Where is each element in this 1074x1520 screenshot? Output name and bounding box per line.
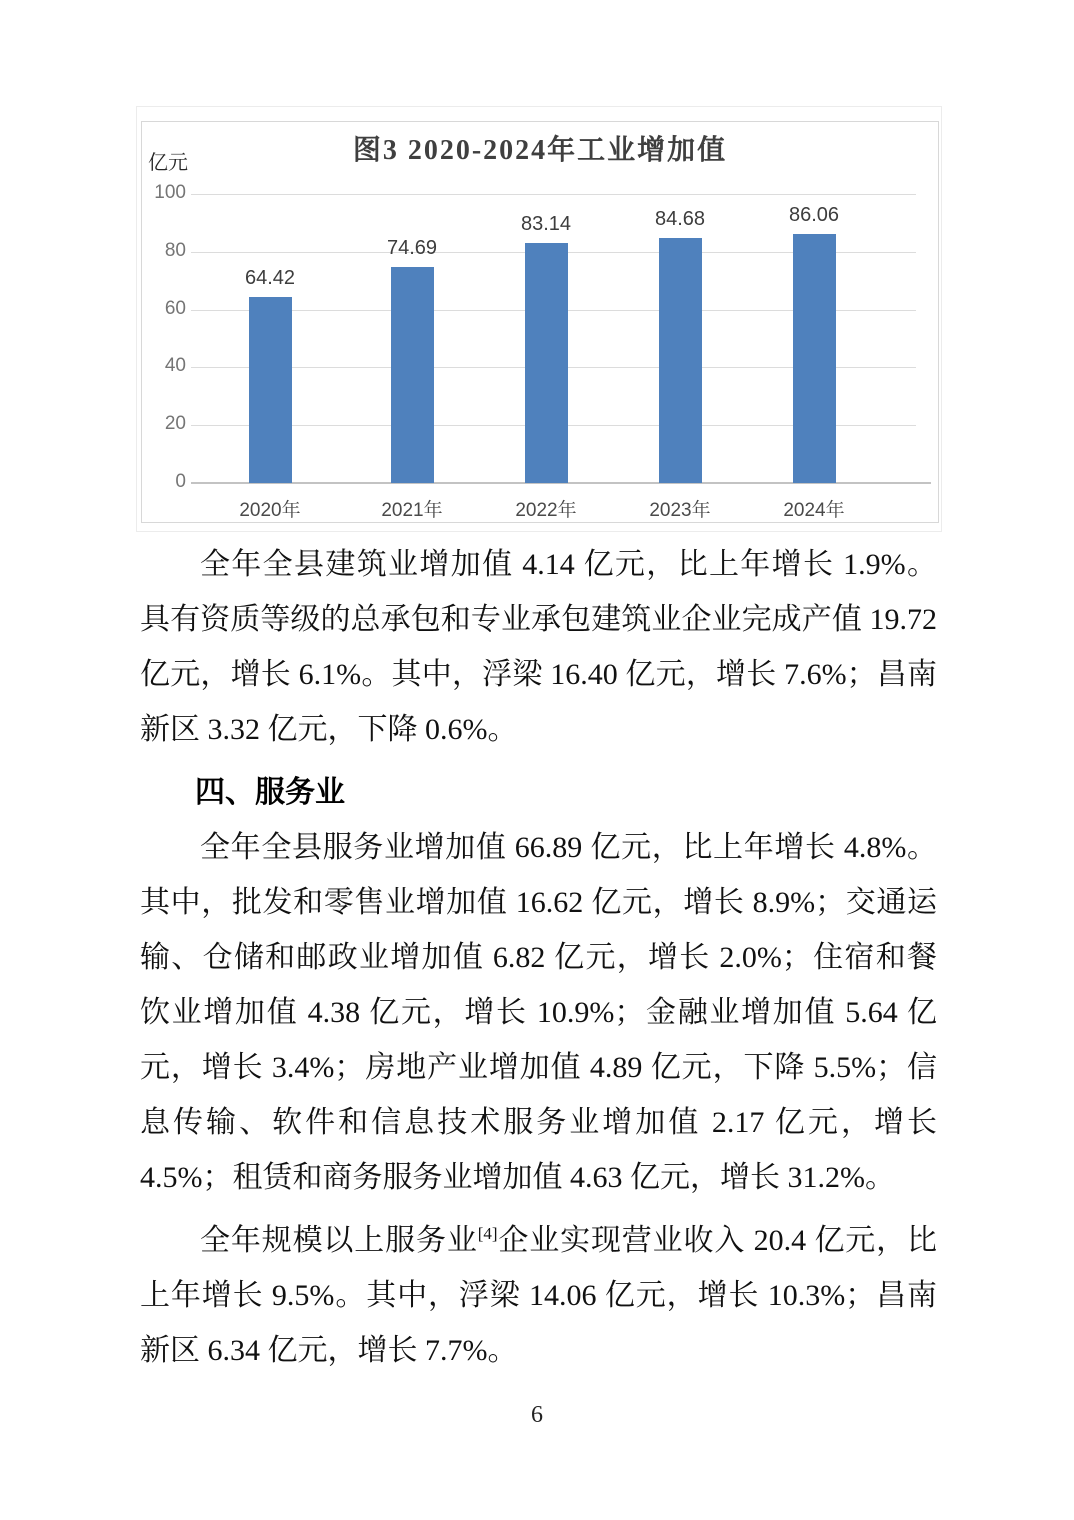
section-heading-services: 四、服务业 xyxy=(195,776,345,809)
y-axis-unit-label: 亿元 xyxy=(148,152,188,174)
paragraph-services: 全年全县服务业增加值 66.89 亿元，比上年增长 4.8%。其中，批发和零售业增加值 16.62 亿元，增长 8.9%；交通运输、仓储和邮政业增加值 6.82 亿元，增长 2.0%；住宿和餐饮业增加值 4.38 亿元，增长 10.9%；金融业增加值 5.64 亿元，增长 3.4%；房地产业增加值 4.89 亿元，下降 5.5%；信息传输、软件和信息技术服务业增加值 2.17 亿元，增长 4.5%；租赁和商务服务业增加值 4.63 亿元，增长 31.2%。 xyxy=(140,831,937,1194)
footnote-ref-4: [4] xyxy=(477,1224,498,1243)
bar-2021年 xyxy=(391,267,434,483)
bar-value-label: 74.69 xyxy=(386,237,438,259)
bar-value-label: 84.68 xyxy=(654,208,706,230)
chart-figure xyxy=(136,106,942,532)
bar-2023年 xyxy=(659,238,702,483)
bar-value-label: 64.42 xyxy=(244,267,296,289)
x-tick-label: 2021年 xyxy=(381,500,443,521)
y-tick-label: 20 xyxy=(164,413,186,434)
industrial-added-value-chart xyxy=(141,121,939,523)
x-tick-label: 2022年 xyxy=(515,500,577,521)
bar-value-label: 86.06 xyxy=(788,204,840,226)
revenue-text-after-note: 企业实现营业收入 20.4 亿元，比上年增长 9.5%。其中，浮梁 14.06 亿元，增长 10.3%；昌南新区 6.34 亿元，增长 7.7%。 xyxy=(140,1224,938,1367)
x-tick-label: 2020年 xyxy=(239,500,301,521)
bar-value-label: 83.14 xyxy=(520,213,572,235)
y-tick-label: 40 xyxy=(164,355,186,376)
paragraph-construction: 全年全县建筑业增加值 4.14 亿元，比上年增长 1.9%。具有资质等级的总承包和专业承包建筑业企业完成产值 19.72 亿元，增长 6.1%。其中，浮梁 16.40 亿元，增长 7.6%；昌南新区 3.32 亿元，下降 0.6%。 xyxy=(140,548,937,746)
y-tick-label: 60 xyxy=(164,298,186,319)
y-tick-label: 100 xyxy=(154,182,186,203)
chart-title: 图3 2020-2024年工业增加值 xyxy=(352,135,728,166)
x-tick-label: 2024年 xyxy=(783,500,845,521)
y-tick-label: 80 xyxy=(164,240,186,261)
revenue-text-before-note: 全年规模以上服务业 xyxy=(200,1224,478,1257)
bar-2020年 xyxy=(249,297,292,483)
paragraph-services-revenue xyxy=(140,1213,937,1378)
document-body xyxy=(140,537,937,1386)
page-number: 6 xyxy=(531,1402,543,1428)
x-tick-label: 2023年 xyxy=(649,500,711,521)
bar-2024年 xyxy=(793,234,836,483)
bar-2022年 xyxy=(525,243,568,483)
gridline-100 xyxy=(191,194,916,195)
y-tick-label: 0 xyxy=(175,471,186,492)
